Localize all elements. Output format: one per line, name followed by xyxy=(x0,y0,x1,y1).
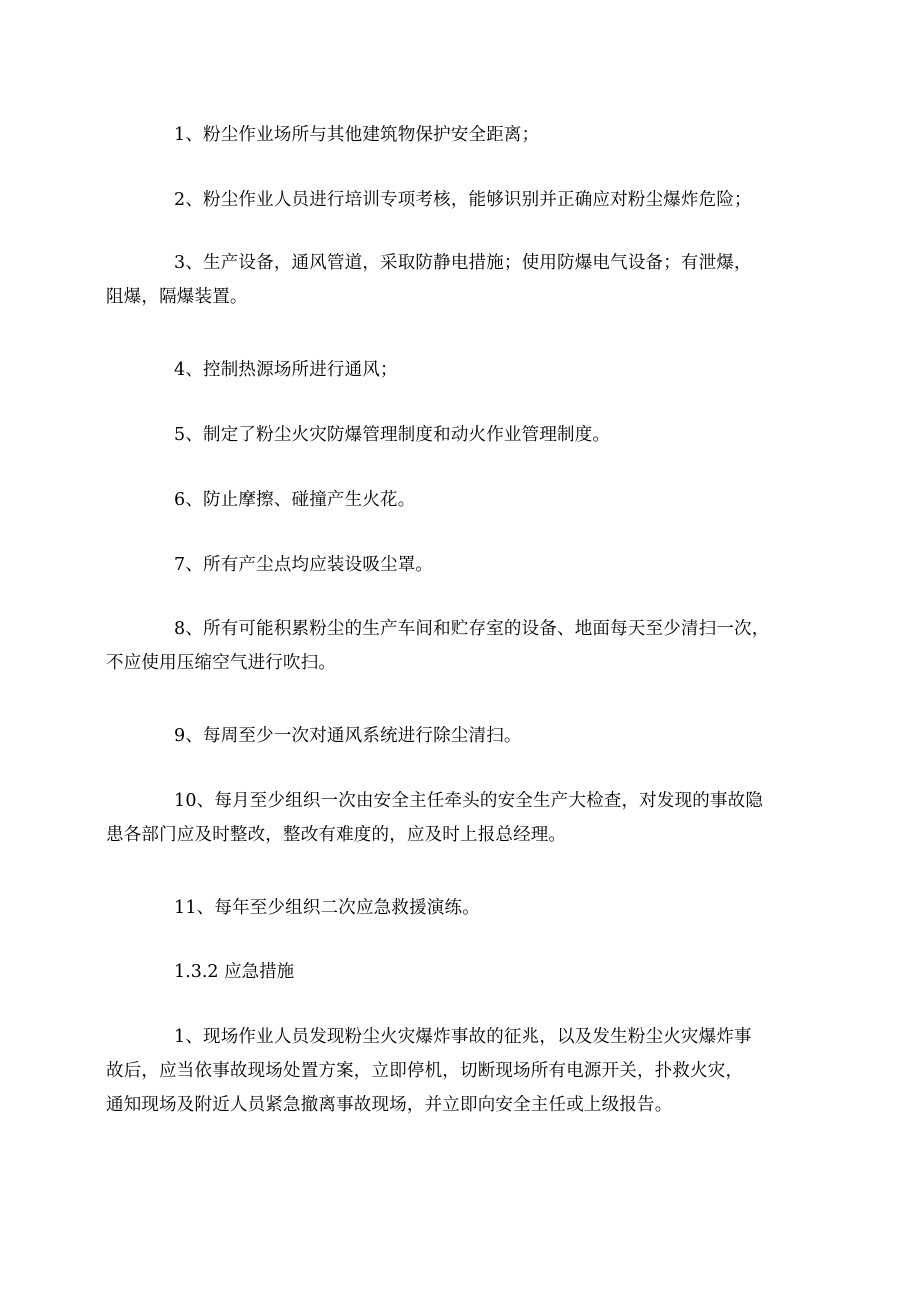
paragraph-line: 不应使用压缩空气进行吹扫。 xyxy=(106,653,337,673)
list-item xyxy=(140,353,780,387)
list-item xyxy=(140,118,780,152)
paragraph-line: 8、所有可能积累粉尘的生产车间和贮存室的设备、地面每天至少清扫一次， xyxy=(174,619,770,639)
list-item xyxy=(140,418,780,452)
list-item xyxy=(106,784,780,852)
paragraph-line: 7、所有产尘点均应装设吸尘罩。 xyxy=(174,555,434,575)
list-item xyxy=(140,183,780,217)
paragraph-line: 阻爆，隔爆装置。 xyxy=(106,287,248,307)
paragraph-line: 2、粉尘作业人员进行培训专项考核，能够识别并正确应对粉尘爆炸危险； xyxy=(174,190,752,210)
list-item xyxy=(106,612,780,680)
list-item xyxy=(140,548,780,582)
paragraph-line: 4、控制热源场所进行通风； xyxy=(174,360,398,380)
paragraph-line: 5、制定了粉尘火灾防爆管理制度和动火作业管理制度。 xyxy=(174,425,611,445)
list-item xyxy=(140,891,780,925)
paragraph-line: 11、每年至少组织二次应急救援演练。 xyxy=(174,898,480,918)
list-item xyxy=(140,483,780,517)
paragraph-line: 故后，应当依事故现场处置方案，立即停机，切断现场所有电源开关，扑救火灾， xyxy=(106,1061,744,1081)
list-item xyxy=(106,246,780,314)
paragraph-line: 通知现场及附近人员紧急撤离事故现场，并立即向安全主任或上级报告。 xyxy=(106,1095,673,1115)
section-heading: 1.3.2 应急措施 xyxy=(174,962,295,982)
paragraph-line: 1、现场作业人员发现粉尘火灾爆炸事故的征兆，以及发生粉尘火灾爆炸事 xyxy=(174,1027,752,1047)
paragraph-line: 10、每月至少组织一次由安全主任牵头的安全生产大检查，对发现的事故隐 xyxy=(174,791,764,811)
paragraph-line: 1、粉尘作业场所与其他建筑物保护安全距离； xyxy=(174,125,540,145)
paragraph-line: 患各部门应及时整改，整改有难度的，应及时上报总经理。 xyxy=(106,825,567,845)
list-item xyxy=(106,1020,780,1122)
list-item xyxy=(140,719,780,753)
paragraph-line: 9、每周至少一次对通风系统进行除尘清扫。 xyxy=(174,726,522,746)
paragraph-line: 6、防止摩擦、碰撞产生火花。 xyxy=(174,490,416,510)
paragraph-line: 3、生产设备，通风管道，采取防静电措施；使用防爆电气设备；有泄爆， xyxy=(174,253,752,273)
